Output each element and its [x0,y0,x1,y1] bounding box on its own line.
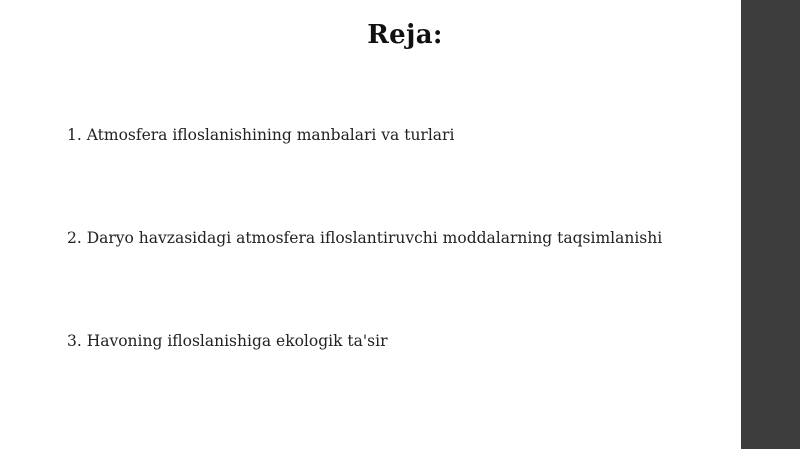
plan-item-1: 1. Atmosfera ifloslanishining manbalari va turlari [67,126,455,144]
plan-item-3: 3. Havoning ifloslanishiga ekologik ta'sir [67,332,388,350]
dark-side-panel [741,0,800,449]
slide-title: Reja: [367,20,443,50]
plan-item-2: 2. Daryo havzasidagi atmosfera ifloslantiruvchi moddalarning taqsimlanishi [67,229,663,247]
